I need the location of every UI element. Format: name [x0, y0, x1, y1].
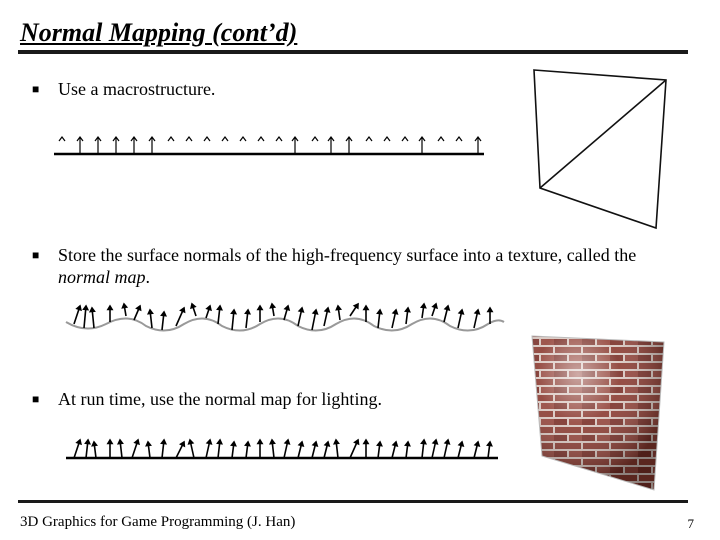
footer-rule [18, 500, 688, 503]
arrowhead-icon [258, 306, 262, 309]
high-frequency-surface-diagram [66, 300, 506, 340]
arrowhead-icon [181, 442, 185, 446]
arrowhead-icon [207, 306, 211, 310]
arrowhead-icon [393, 310, 397, 314]
arrowhead-icon [232, 442, 236, 446]
arrowhead-icon [258, 440, 262, 443]
bullet-text: Store the surface normals of the high-frequency surface into a texture, called the normal map. [58, 245, 637, 287]
arrowhead-icon [406, 308, 410, 312]
arrowhead-icon [313, 310, 317, 314]
arrowhead-icon [232, 310, 236, 314]
arrowhead-icon [406, 442, 410, 446]
bullet-text: At run time, use the normal map for lighting. [58, 389, 382, 409]
square-bullet-icon: ■ [32, 248, 40, 262]
arrowhead-icon [393, 442, 397, 446]
perturbed-normals-group [74, 304, 492, 330]
arrowhead-icon [459, 442, 463, 446]
arrowhead-icon [137, 306, 141, 310]
arrowhead-icon [336, 306, 340, 310]
page-number: 7 [687, 516, 694, 531]
arrowhead-icon [285, 440, 289, 444]
arrowhead-icon [181, 308, 185, 312]
arrowhead-icon [299, 442, 303, 446]
arrowhead-icon [148, 310, 152, 314]
normal-map-term: normal map [58, 267, 146, 287]
arrowhead-icon [191, 304, 195, 308]
arrowhead-icon [135, 440, 139, 444]
flat-normals-group [59, 137, 481, 154]
arrowhead-icon [445, 440, 449, 444]
arrowhead-icon [364, 306, 368, 309]
square-bullet-icon: ■ [32, 82, 40, 96]
arrowhead-icon [334, 440, 338, 444]
quad-wireframe [530, 66, 670, 232]
arrowhead-icon [422, 440, 426, 444]
arrowhead-icon [364, 440, 368, 443]
footer-text: 3D Graphics for Game Programming (J. Han) [20, 514, 296, 530]
arrowhead-icon [299, 308, 303, 312]
arrowhead-icon [146, 442, 150, 446]
arrowhead-icon [475, 310, 479, 314]
arrowhead-icon [108, 306, 112, 309]
square-bullet-icon: ■ [32, 392, 40, 406]
arrowhead-icon [77, 306, 81, 310]
arrowhead-icon [86, 440, 90, 444]
arrowhead-icon [108, 440, 112, 443]
arrowhead-icon [84, 306, 88, 310]
arrowhead-icon [459, 310, 463, 314]
bullet-text: Use a macrostructure. [58, 79, 216, 99]
arrowhead-icon [162, 440, 166, 444]
arrowhead-icon [313, 442, 317, 446]
arrowhead-icon [270, 440, 274, 444]
arrowhead-icon [378, 310, 382, 314]
arrowhead-icon [325, 308, 329, 312]
arrowhead-icon [378, 442, 382, 446]
arrowhead-icon [488, 308, 492, 311]
mapped-normals-group [74, 440, 492, 458]
arrowhead-icon [433, 440, 437, 444]
arrowhead-icon [475, 442, 479, 446]
arrowhead-icon [285, 306, 289, 310]
title-rule [18, 50, 688, 54]
arrowhead-icon [325, 442, 329, 446]
arrowhead-icon [92, 442, 96, 446]
arrowhead-icon [207, 440, 211, 444]
brick-wall-render [526, 330, 676, 492]
arrowhead-icon [162, 312, 166, 316]
arrowhead-icon [488, 442, 492, 446]
arrowhead-icon [123, 304, 127, 308]
arrowhead-icon [77, 440, 81, 444]
arrowhead-icon [118, 440, 122, 444]
arrowhead-icon [421, 304, 425, 308]
arrowhead-icon [355, 440, 359, 444]
arrowhead-icon [189, 440, 193, 444]
arrowhead-icon [271, 304, 275, 308]
slide-title: Normal Mapping (cont’d) [20, 18, 298, 47]
arrowhead-icon [90, 308, 94, 312]
arrowhead-icon [445, 306, 449, 310]
arrowhead-icon [246, 310, 250, 314]
normal-mapped-surface-diagram [66, 434, 506, 464]
arrowhead-icon [246, 442, 250, 446]
arrowhead-icon [218, 440, 222, 444]
macrostructure-diagram [50, 130, 490, 160]
arrowhead-icon [433, 304, 437, 308]
arrowhead-icon [218, 306, 222, 310]
